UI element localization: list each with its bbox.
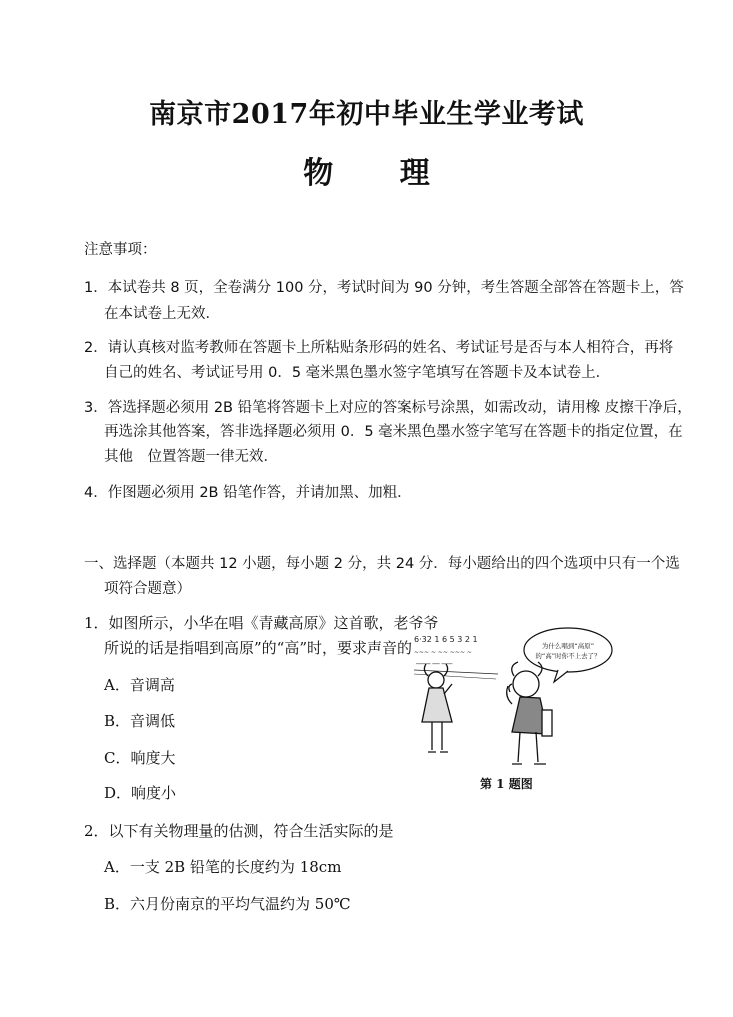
notice-line: 再选涂其他答案，答非选择题必须用 0．5 毫米黑色墨水签字笔写在答题卡的指定位置，在 — [104, 424, 683, 440]
svg-text:6·32 1 6 5 3 2 1: 6·32 1 6 5 3 2 1 — [414, 635, 478, 644]
notice-line: 3．答选择题必须用 2B 铅笔将答题卡上对应的答案标号涂黑，如需改动，请用橡 皮擦干净后， — [84, 400, 692, 416]
question-1-stem-cont: 所说的话是指唱到高原”的“高”时，要求声音的 — [104, 639, 413, 657]
notice-line: 在本试卷上无效． — [104, 306, 220, 322]
question-2-option-a: A．一支 2B 铅笔的长度约为 18cm — [104, 858, 342, 876]
figure-caption: 第 1 题图 — [480, 777, 533, 791]
music-notes-icon — [414, 635, 498, 679]
subject-title — [0, 148, 733, 192]
section-heading: 一、选择题（本题共 12 小题，每小题 2 分，共 24 分．每小题给出的四个选项中只有一个选 — [84, 556, 680, 572]
notice-line: 1．本试卷共 8 页，全卷满分 100 分，考试时间为 90 分钟，考生答题全部答在答题卡上，答 — [84, 280, 684, 296]
question-1-figure — [408, 622, 618, 772]
section-heading-cont: 项符合题意） — [104, 581, 191, 597]
svg-text:──── ── ───: ──── ── ─── — [416, 661, 453, 668]
notice-line: 2．请认真核对监考教师在答题卡上所粘贴条形码的姓名、考试证号是否与本人相符合，再将 — [84, 340, 674, 356]
question-2-stem: 2．以下有关物理量的估测，符合生活实际的是 — [84, 822, 394, 840]
bubble-line-1: 为什么唱到“高原” — [541, 642, 595, 650]
notice-heading: 注意事项： — [84, 242, 157, 258]
bubble-line-2: 的“高”时你不上去了？ — [535, 652, 601, 660]
speech-bubble-icon — [524, 628, 612, 682]
svg-text:~~~ ~ ~~ ~~~ ~: ~~~ ~ ~~ ~~~ ~ — [414, 649, 472, 656]
notice-line: 4．作图题必须用 2B 铅笔作答，并请加黑、加粗． — [84, 485, 412, 501]
question-1-option-d: D．响度小 — [104, 784, 177, 802]
question-1-option-c: C．响度大 — [104, 749, 176, 767]
old-man-icon — [507, 662, 552, 764]
question-1-option-b: B．音调低 — [104, 712, 176, 730]
subject-char-2: 理 — [399, 156, 430, 191]
girl-singing-icon — [422, 664, 452, 752]
notice-line: 自己的姓名、考试证号用 0．5 毫米黑色墨水签字笔填写在答题卡及本试卷上． — [104, 365, 611, 381]
question-1-stem: 1．如图所示，小华在唱《青藏高原》这首歌，老爷爷 — [84, 614, 439, 632]
subject-char-1: 物 — [303, 156, 334, 191]
notice-line: 其他 位置答题一律无效． — [104, 449, 278, 465]
question-2-option-b: B．六月份南京的平均气温约为 50℃ — [104, 895, 351, 913]
exam-title: 南京市2017年初中毕业生学业考试 — [149, 99, 584, 130]
question-1-option-a: A．音调高 — [104, 676, 175, 694]
